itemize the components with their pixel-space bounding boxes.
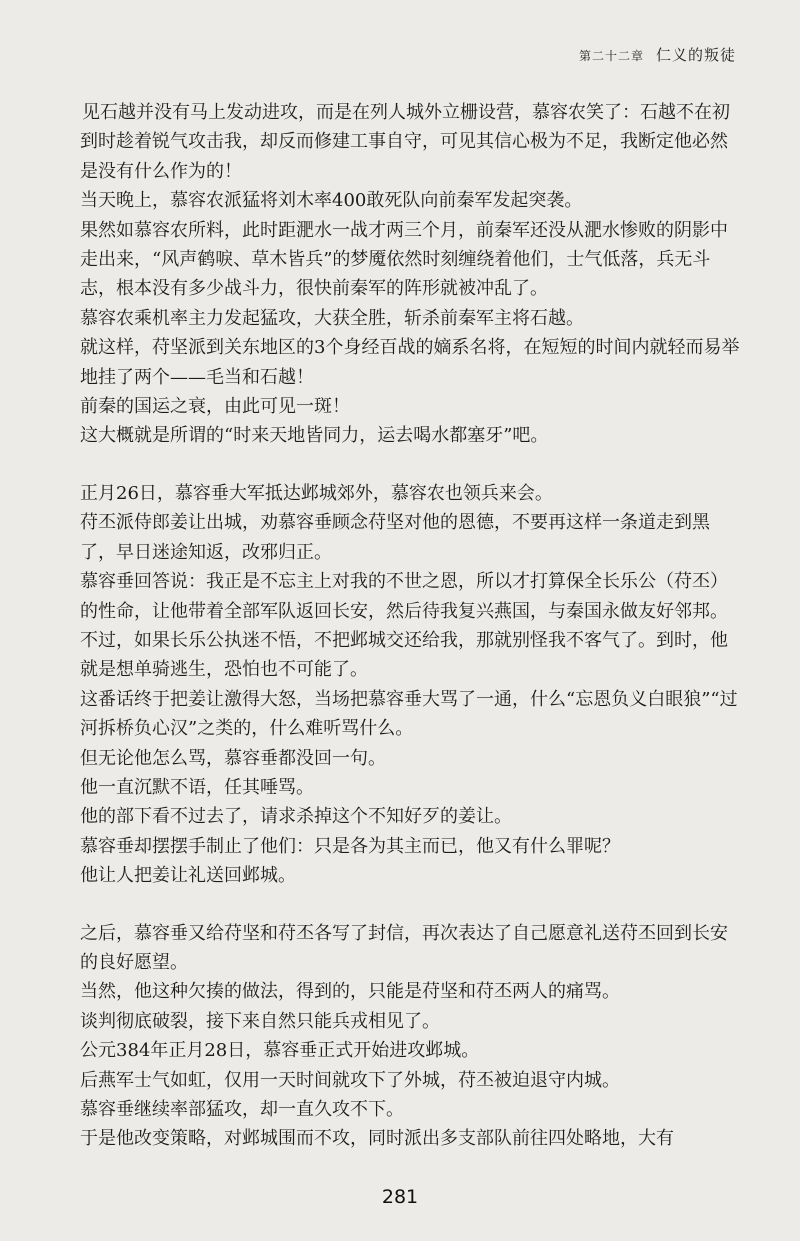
paragraph: 于是他改变策略，对邺城围而不攻，同时派出多支部队前往四处略地，大有 [80, 1128, 674, 1150]
paragraph: 之后，慕容垂又给苻坚和苻丕各写了封信，再次表达了自己愿意礼送苻丕回到长安的良好愿望。 [80, 922, 728, 973]
chapter-number: 第二十二章 [578, 49, 644, 63]
page-number: 281 [381, 1186, 419, 1208]
paragraph: 当天晚上，慕容农派猛将刘木率400敢死队向前秦军发起突袭。 [80, 190, 583, 212]
paragraph: 慕容垂回答说：我正是不忘主上对我的不世之恩，所以才打算保全长乐公（苻丕）的性命，让他带着全部军队返回长安，然后待我复兴燕国，与秦国永做友好邻邦。不过，如果长乐公执迷不悟，不把邺城交还给我，那就别怪我不客气了。到时，他就是想单骑逃生，恐怕也不可能了。 [80, 571, 728, 681]
paragraph: 他一直沉默不语，任其唾骂。 [80, 776, 314, 798]
paragraph: 当然，他这种欠揍的做法，得到的，只能是苻坚和苻丕两人的痛骂。 [80, 981, 620, 1003]
chapter-title: 仁义的叛徒 [655, 46, 736, 64]
section-break [80, 451, 740, 479]
paragraph: 苻丕派侍郎姜让出城，劝慕容垂顾念苻坚对他的恩德，不要再这样一条道走到黑了，早日迷途知返，改邪归正。 [80, 512, 710, 563]
running-header [579, 44, 736, 65]
paragraph: 后燕军士气如虹，仅用一天时间就攻下了外城，苻丕被迫退守内城。 [80, 1069, 620, 1091]
paragraph: 正月26日，慕容垂大军抵达邺城郊外，慕容农也领兵来会。 [80, 482, 553, 504]
paragraph: 谈判彻底破裂，接下来自然只能兵戎相见了。 [80, 1010, 440, 1032]
paragraph: 慕容垂却摆摆手制止了他们：只是各为其主而已，他又有什么罪呢？ [80, 835, 620, 857]
paragraph: 见石越并没有马上发动进攻，而是在列人城外立栅设营，慕容农笑了：石越不在初到时趁着锐气攻击我，却反而修建工事自守，可见其信心极为不足，我断定他必然是没有什么作为的！ [80, 102, 730, 182]
paragraph: 他让人把姜让礼送回邺城。 [80, 865, 296, 887]
body-text [80, 98, 740, 1154]
paragraph: 这大概就是所谓的“时来天地皆同力，运去喝水都塞牙”吧。 [80, 425, 549, 447]
paragraph: 他的部下看不过去了，请求杀掉这个不知好歹的姜让。 [80, 806, 512, 828]
paragraph: 前秦的国运之衰，由此可见一斑！ [80, 396, 350, 418]
section-break [80, 891, 740, 919]
paragraph: 就这样，苻坚派到关东地区的3个身经百战的嫡系名将，在短短的时间内就轻而易举地挂了两个——毛当和石越！ [80, 337, 740, 388]
paragraph: 这番话终于把姜让激得大怒，当场把慕容垂大骂了一通，什么“忘恩负义白眼狼”“过河拆桥负心汉”之类的，什么难听骂什么。 [80, 688, 738, 740]
paragraph: 公元384年正月28日，慕容垂正式开始进攻邺城。 [80, 1040, 480, 1062]
paragraph: 慕容垂继续率部猛攻，却一直久攻不下。 [80, 1099, 404, 1120]
paragraph: 但无论他怎么骂，慕容垂都没回一句。 [80, 747, 386, 769]
paragraph: 果然如慕容农所料，此时距淝水一战才两三个月，前秦军还没从淝水惨败的阴影中走出来，“风声鹤唳、草木皆兵”的梦魇依然时刻缠绕着他们，士气低落，兵无斗志，根本没有多少战斗力，很快前秦军的阵形就被冲乱了。 [80, 219, 728, 300]
paragraph: 慕容农乘机率主力发起猛攻，大获全胜，斩杀前秦军主将石越。 [80, 307, 584, 329]
